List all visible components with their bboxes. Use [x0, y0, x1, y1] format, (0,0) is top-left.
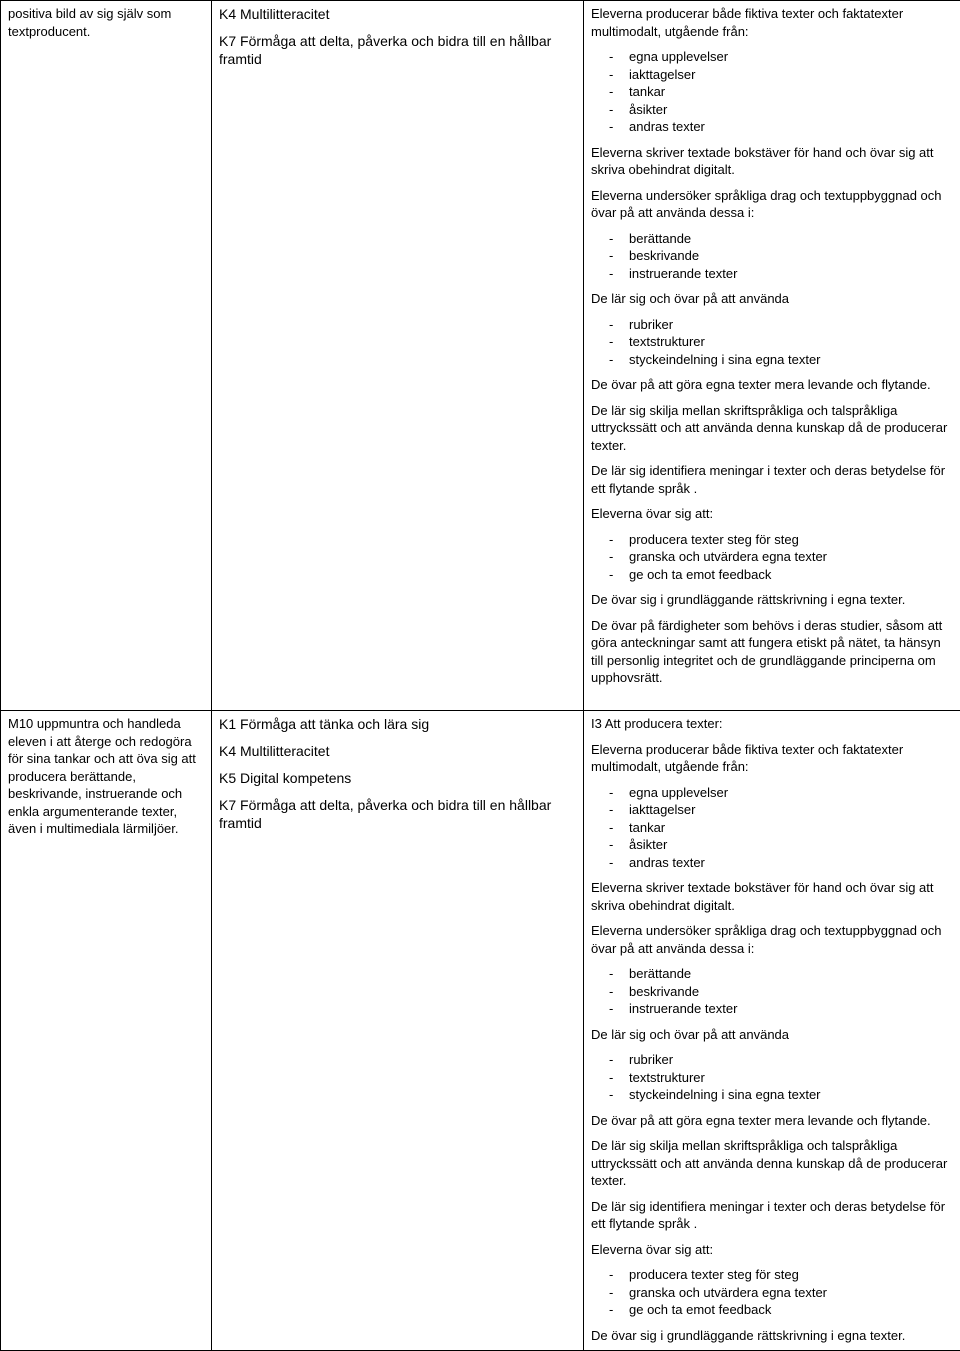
- content-list: [591, 531, 953, 584]
- content-cell: [584, 711, 960, 1351]
- list-item: - beskrivande: [609, 247, 953, 265]
- competence-item: K7 Förmåga att delta, påverka och bidra till en hållbar framtid: [219, 32, 576, 68]
- table-row: [1, 1, 960, 711]
- list-item: - ge och ta emot feedback: [609, 566, 953, 584]
- list-item: - styckeindelning i sina egna texter: [609, 1086, 953, 1104]
- list-item: - åsikter: [609, 101, 953, 119]
- list-item: - granska och utvärdera egna texter: [609, 548, 953, 566]
- content-list: [591, 784, 953, 872]
- objective-cell: [1, 1, 212, 711]
- list-item: - berättande: [609, 965, 953, 983]
- list-item: - granska och utvärdera egna texter: [609, 1284, 953, 1302]
- content-paragraph: De övar på att göra egna texter mera levande och flytande.: [591, 1112, 953, 1130]
- content-paragraph: De övar på att göra egna texter mera levande och flytande.: [591, 376, 953, 394]
- content-paragraph: De lär sig skilja mellan skriftspråkliga och talspråkliga uttryckssätt och att använda denna kunskap då de producerar texter.: [591, 402, 953, 455]
- content-paragraph: De lär sig identifiera meningar i texter och deras betydelse för ett flytande språk .: [591, 1198, 953, 1233]
- content-list: [591, 1266, 953, 1319]
- list-item: - instruerande texter: [609, 265, 953, 283]
- competence-item: K5 Digital kompetens: [219, 769, 576, 787]
- competence-cell: [212, 1, 584, 711]
- objective-cell: [1, 711, 212, 1351]
- table-row: [1, 711, 960, 1351]
- content-heading: I3 Att producera texter:: [591, 715, 953, 733]
- content-paragraph: De lär sig och övar på att använda: [591, 1026, 953, 1044]
- list-item: - textstrukturer: [609, 1069, 953, 1087]
- content-list: [591, 316, 953, 369]
- list-item: - beskrivande: [609, 983, 953, 1001]
- content-paragraph: Eleverna övar sig att:: [591, 505, 953, 523]
- competence-item: K4 Multilitteracitet: [219, 742, 576, 760]
- content-paragraph: Eleverna producerar både fiktiva texter och faktatexter multimodalt, utgående från:: [591, 741, 953, 776]
- list-item: - styckeindelning i sina egna texter: [609, 351, 953, 369]
- objective-text: M10 uppmuntra och handleda eleven i att återge och redogöra för sina tankar och att öva sig att producera berättande, beskrivande, instruerande och enkla argumenterande texter, även i multimediala lärmiljöer.: [8, 715, 204, 838]
- list-item: - berättande: [609, 230, 953, 248]
- list-item: - iakttagelser: [609, 801, 953, 819]
- list-item: - egna upplevelser: [609, 48, 953, 66]
- list-item: - rubriker: [609, 1051, 953, 1069]
- competence-item: K4 Multilitteracitet: [219, 5, 576, 23]
- objective-text: positiva bild av sig själv som textproducent.: [8, 5, 204, 40]
- list-item: - andras texter: [609, 854, 953, 872]
- content-paragraph: Eleverna skriver textade bokstäver för hand och övar sig att skriva obehindrat digitalt.: [591, 879, 953, 914]
- content-paragraph: Eleverna övar sig att:: [591, 1241, 953, 1259]
- list-item: - producera texter steg för steg: [609, 531, 953, 549]
- content-paragraph: Eleverna undersöker språkliga drag och textuppbyggnad och övar på att använda dessa i:: [591, 187, 953, 222]
- content-cell: [584, 1, 960, 711]
- content-list: [591, 965, 953, 1018]
- content-paragraph: De övar på färdigheter som behövs i deras studier, såsom att göra anteckningar samt att fungera etiskt på nätet, ta hänsyn till personlig integritet och de grundläggande principerna om upphovsrätt.: [591, 617, 953, 687]
- competence-cell: [212, 711, 584, 1351]
- content-paragraph: Eleverna undersöker språkliga drag och textuppbyggnad och övar på att använda dessa i:: [591, 922, 953, 957]
- content-list: [591, 48, 953, 136]
- list-item: - instruerande texter: [609, 1000, 953, 1018]
- list-item: - åsikter: [609, 836, 953, 854]
- content-list: [591, 1051, 953, 1104]
- content-paragraph: De lär sig identifiera meningar i texter och deras betydelse för ett flytande språk .: [591, 462, 953, 497]
- competence-item: K1 Förmåga att tänka och lära sig: [219, 715, 576, 733]
- content-paragraph: Eleverna producerar både fiktiva texter och faktatexter multimodalt, utgående från:: [591, 5, 953, 40]
- content-paragraph: Eleverna skriver textade bokstäver för hand och övar sig att skriva obehindrat digitalt.: [591, 144, 953, 179]
- list-item: - textstrukturer: [609, 333, 953, 351]
- content-paragraph: De övar sig i grundläggande rättskrivning i egna texter.: [591, 1327, 953, 1345]
- content-paragraph: De lär sig skilja mellan skriftspråkliga och talspråkliga uttryckssätt och att använda denna kunskap då de producerar texter.: [591, 1137, 953, 1190]
- list-item: - andras texter: [609, 118, 953, 136]
- content-list: [591, 230, 953, 283]
- list-item: - rubriker: [609, 316, 953, 334]
- list-item: - tankar: [609, 819, 953, 837]
- content-paragraph: De övar sig i grundläggande rättskrivning i egna texter.: [591, 591, 953, 609]
- list-item: - egna upplevelser: [609, 784, 953, 802]
- content-paragraph: De lär sig och övar på att använda: [591, 290, 953, 308]
- list-item: - tankar: [609, 83, 953, 101]
- list-item: - iakttagelser: [609, 66, 953, 84]
- list-item: - ge och ta emot feedback: [609, 1301, 953, 1319]
- list-item: - producera texter steg för steg: [609, 1266, 953, 1284]
- competence-item: K7 Förmåga att delta, påverka och bidra till en hållbar framtid: [219, 796, 576, 832]
